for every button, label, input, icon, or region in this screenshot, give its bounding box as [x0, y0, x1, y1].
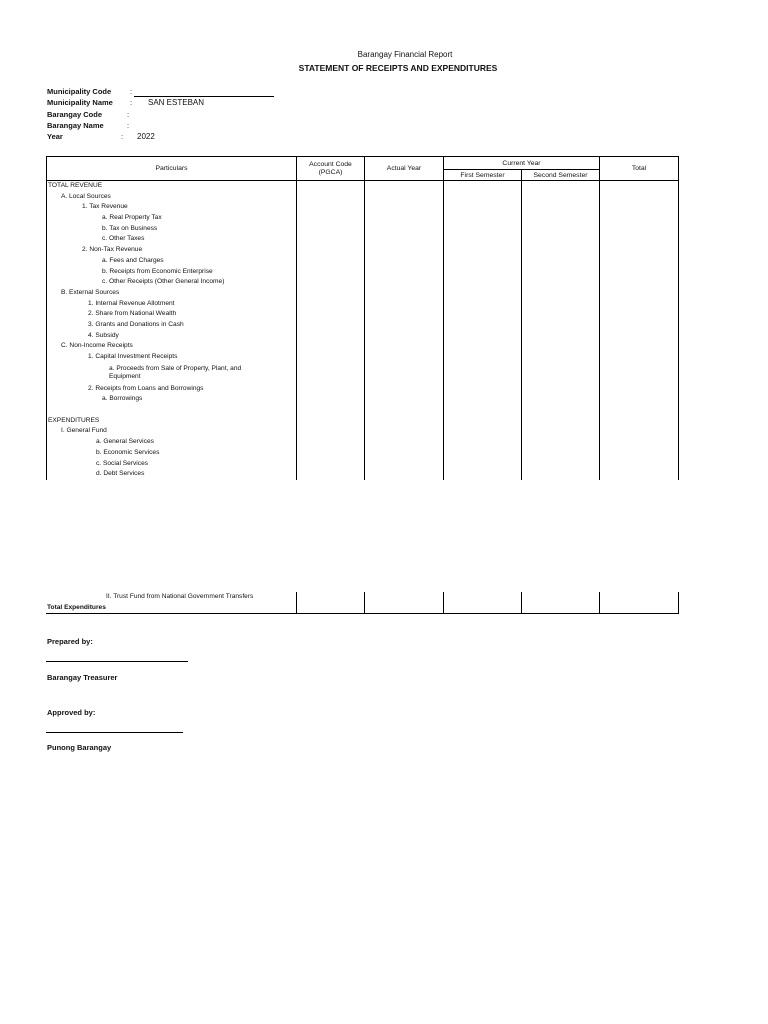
trust-fund-total-cell[interactable] [599, 592, 678, 603]
row-total-expenditures: Total Expenditures [46, 603, 296, 614]
first-semester-column[interactable] [444, 181, 522, 480]
row-receipts-economic-enterprise: b. Receipts from Economic Enterprise [102, 267, 213, 275]
row-general-services: a. General Services [96, 438, 154, 446]
municipality-name-value[interactable]: SAN ESTEBAN [148, 98, 205, 107]
total-exp-second-semester-cell[interactable] [521, 603, 599, 614]
row-total-revenue: TOTAL REVENUE [48, 182, 103, 189]
row-economic-services: b. Economic Services [96, 448, 160, 456]
municipality-name-label: Municipality Name [47, 98, 113, 107]
prepared-role: Barangay Treasurer [47, 673, 118, 682]
total-exp-account-code-cell[interactable] [296, 603, 364, 614]
row-borrowings: a. Borrowings [102, 395, 143, 403]
trust-fund-actual-year-cell[interactable] [364, 592, 443, 603]
second-semester-column[interactable] [522, 181, 600, 480]
prepared-by-label: Prepared by: [47, 637, 93, 646]
prepared-signature-line[interactable] [46, 660, 188, 662]
municipality-code-colon: : [130, 87, 133, 96]
municipality-code-field[interactable] [134, 86, 274, 97]
row-social-services: c. Social Services [96, 459, 149, 467]
year-value[interactable]: 2022 [137, 132, 155, 141]
row-internal-revenue-allotment: 1. Internal Revenue Allotment [88, 299, 175, 307]
row-other-taxes: c. Other Taxes [102, 235, 145, 243]
barangay-code-colon: : [127, 110, 130, 119]
row-trust-fund: II. Trust Fund from National Government Transfers [106, 593, 254, 600]
col-header-current-year: Current Year [444, 157, 600, 170]
col-header-second-semester: Second Semester [522, 170, 600, 181]
row-local-sources: A. Local Sources [61, 192, 111, 200]
row-expenditures: EXPENDITURES [48, 416, 100, 424]
row-debt-services: d. Debt Services [96, 470, 145, 478]
particulars-column [47, 181, 297, 480]
row-share-national-wealth: 2. Share from National Wealth [88, 310, 177, 318]
row-tax-revenue: 1. Tax Revenue [82, 203, 128, 211]
year-label: Year [47, 132, 63, 141]
col-header-first-semester: First Semester [444, 170, 522, 181]
row-non-tax-revenue: 2. Non-Tax Revenue [82, 246, 143, 254]
row-fees-and-charges: a. Fees and Charges [102, 256, 164, 264]
row-real-property-tax: a. Real Property Tax [102, 214, 162, 222]
year-colon: : [121, 132, 124, 141]
barangay-name-label: Barangay Name [47, 121, 104, 130]
col-header-total: Total [600, 157, 679, 181]
report-subtitle: Barangay Financial Report [357, 50, 453, 59]
col-header-actual-year: Actual Year [365, 157, 444, 181]
trust-fund-first-semester-cell[interactable] [443, 592, 521, 603]
actual-year-column[interactable] [365, 181, 444, 480]
barangay-name-colon: : [127, 121, 130, 130]
row-other-receipts: c. Other Receipts (Other General Income) [102, 278, 225, 286]
total-exp-actual-year-cell[interactable] [364, 603, 443, 614]
approved-role: Punong Barangay [47, 743, 112, 752]
approved-signature-line[interactable] [46, 731, 183, 733]
expenditures-table-continued [46, 592, 679, 614]
trust-fund-second-semester-cell[interactable] [521, 592, 599, 603]
total-exp-total-cell[interactable] [599, 603, 678, 614]
col-header-particulars: Particulars [47, 157, 297, 181]
row-proceeds-sale-ppe: a. Proceeds from Sale of Property, Plant, and Equipment [109, 364, 242, 380]
row-external-sources: B. External Sources [61, 288, 120, 296]
trust-fund-account-code-cell[interactable] [296, 592, 364, 603]
row-blank [47, 405, 296, 416]
row-tax-on-business: b. Tax on Business [102, 224, 158, 232]
row-capital-investment-receipts: 1. Capital Investment Receipts [88, 353, 178, 360]
report-title: STATEMENT OF RECEIPTS AND EXPENDITURES [298, 63, 498, 73]
barangay-code-label: Barangay Code [47, 110, 103, 119]
municipality-code-label: Municipality Code [47, 87, 112, 96]
approved-by-label: Approved by: [47, 708, 96, 717]
row-general-fund: I. General Fund [61, 427, 107, 435]
row-grants-donations: 3. Grants and Donations in Cash [88, 320, 184, 328]
row-subsidy: 4. Subsidy [88, 331, 119, 339]
receipts-expenditures-table [46, 156, 679, 480]
col-header-account-code: Account Code (PGCA) [297, 157, 365, 181]
account-code-column[interactable] [297, 181, 365, 480]
total-column[interactable] [600, 181, 679, 480]
municipality-name-colon: : [130, 98, 133, 107]
row-loans-borrowings: 2. Receipts from Loans and Borrowings [88, 384, 204, 392]
row-non-income-receipts: C. Non-Income Receipts [61, 342, 133, 350]
total-exp-first-semester-cell[interactable] [443, 603, 521, 614]
